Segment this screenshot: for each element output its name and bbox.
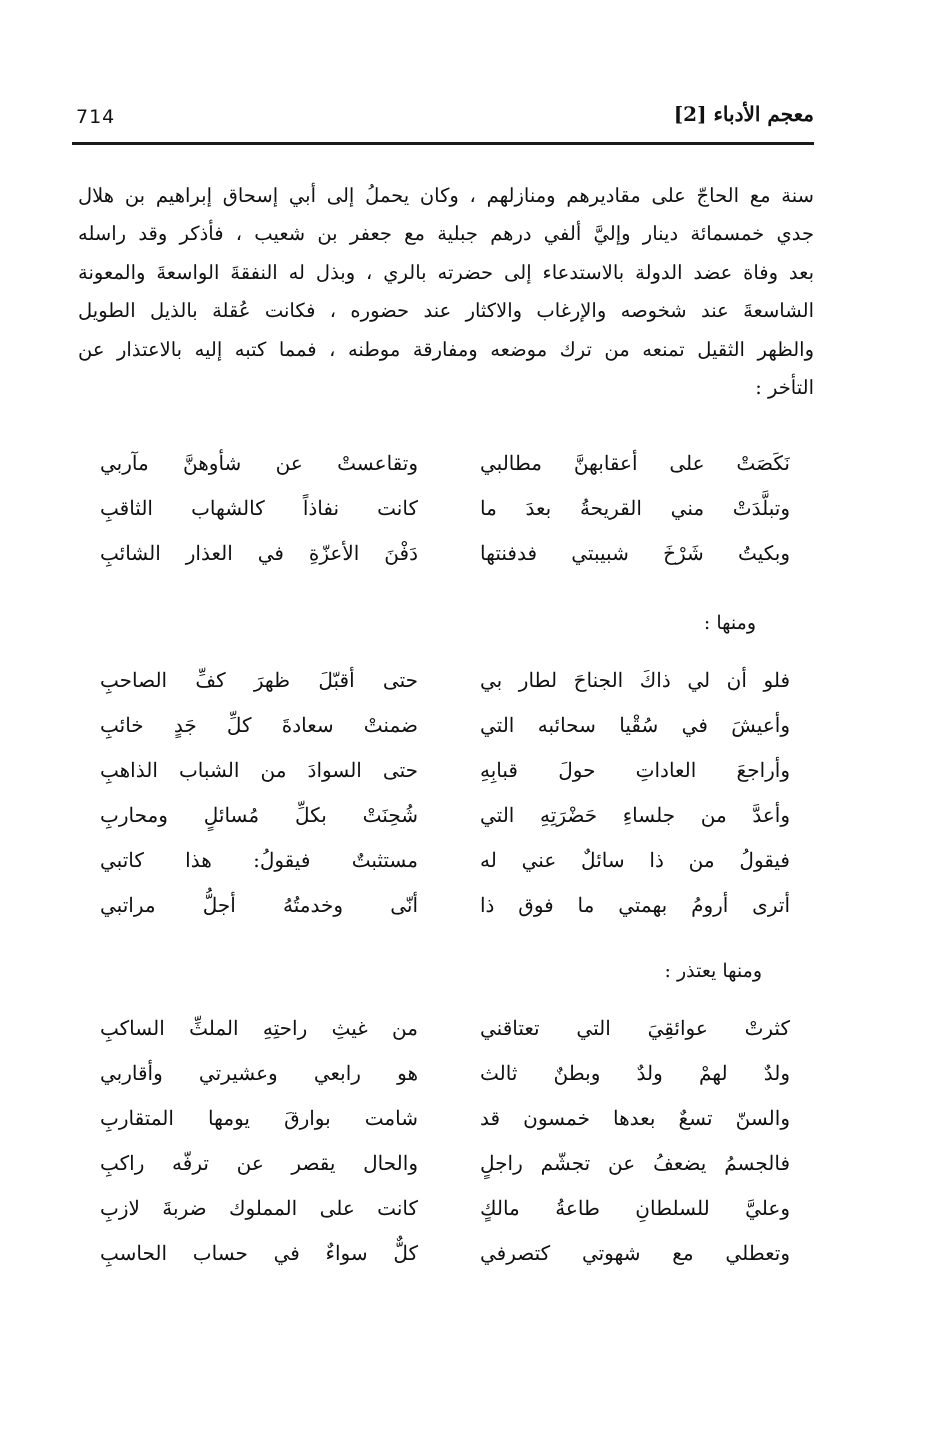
verse-line: [100, 840, 790, 885]
verse-second-hemistich: ضمنتْ سعادةَ كلِّ جَدٍ خائبِ: [100, 713, 418, 737]
verse-first-hemistich: وتعطلي مع شهوتي كتصرفي: [480, 1241, 790, 1265]
verse-first-hemistich: وأعيشَ في سُقْيا سحائبه التي: [480, 713, 790, 737]
verse-second-hemistich: هو رابعي وعشيرتي وأقاربي: [100, 1061, 418, 1085]
prose-paragraph: [78, 177, 814, 407]
verse-line: [100, 488, 790, 533]
verse-line: [100, 1008, 790, 1053]
verse-second-hemistich: شُحِنَتْ بكلِّ مُسائلٍ ومحاربِ: [100, 803, 418, 827]
verse-second-hemistich: حتى السوادَ من الشباب الذاهبِ: [100, 758, 418, 782]
poem-block-3: [100, 1008, 790, 1278]
poem-block-1: [100, 443, 790, 578]
verse-second-hemistich: شامت بوارقَ يومها المتقاربِ: [100, 1106, 418, 1130]
verse-second-hemistich: أنّى وخدمتُهُ أجلُّ مراتبي: [100, 893, 418, 917]
verse-first-hemistich: فلو أن لي ذاكَ الجناحَ لطار بي: [480, 668, 790, 692]
verse-line: [100, 1053, 790, 1098]
verse-second-hemistich: وتقاعستْ عن شأوهنَّ مآربي: [100, 451, 418, 475]
verse-first-hemistich: وأعدَّ من جلساءِ حَضْرَتِهِ التي: [480, 803, 790, 827]
verse-line: [100, 533, 790, 578]
verse-second-hemistich: حتى أقبّلَ ظهرَ كفِّ الصاحبِ: [100, 668, 418, 692]
running-title: معجم الأدباء [2]: [673, 102, 814, 126]
verse-line: [100, 705, 790, 750]
verse-line: [100, 1188, 790, 1233]
verse-first-hemistich: ولدٌ لهمْ ولدٌ وبطنٌ ثالث: [480, 1061, 790, 1085]
prose-line: بعد وفاة عضد الدولة بالاستدعاء إلى حضرته بالري ، وبذل له النفقةَ الواسعةَ والمعونة: [78, 260, 814, 284]
verse-second-hemistich: كلٌّ سواءٌ في حساب الحاسبِ: [100, 1241, 418, 1265]
poem-block-2: [100, 660, 790, 930]
verse-first-hemistich: أترى أرومُ بهمتي ما فوق ذا: [480, 893, 790, 917]
verse-line: [100, 885, 790, 930]
verse-first-hemistich: فيقولُ من ذا سائلٌ عني له: [480, 848, 790, 872]
verse-first-hemistich: فالجسمُ يضعفُ عن تجشّم راجلٍ: [480, 1151, 790, 1175]
verse-second-hemistich: دَفْنَ الأعزّةِ في العذار الشائبِ: [100, 541, 418, 565]
section-lead: ومنها يعتذر :: [664, 960, 762, 982]
prose-line: سنة مع الحاجّ على مقاديرهم ومنازلهم ، وكان يحملُ إلى أبي إسحاق إبراهيم بن هلال: [78, 184, 814, 207]
verse-line: [100, 1233, 790, 1278]
verse-second-hemistich: والحال يقصر عن ترفّه راكبِ: [100, 1151, 418, 1175]
verse-second-hemistich: كانت على المملوك ضربةَ لازبِ: [100, 1196, 418, 1220]
verse-line: [100, 795, 790, 840]
prose-line: والظهر الثقيل تمنعه من ترك موضعه ومفارقة موطنه ، فمما كتبه إليه بالاعتذار عن: [78, 337, 814, 361]
verse-second-hemistich: من غيثِ راحتِهِ الملثِّ الساكبِ: [100, 1016, 418, 1040]
page-header: [72, 100, 814, 145]
verse-second-hemistich: كانت نفاذاً كالشهاب الثاقبِ: [100, 496, 418, 520]
verse-line: [100, 1098, 790, 1143]
page-number: 714: [76, 106, 116, 128]
verse-first-hemistich: والسنّ تسعٌ بعدها خمسون قد: [480, 1106, 790, 1130]
verse-second-hemistich: مستثبتٌ فيقولُ: هذا كاتبي: [100, 848, 418, 872]
verse-first-hemistich: نَكَصَتْ على أعقابهنَّ مطالبي: [480, 451, 790, 475]
verse-line: [100, 660, 790, 705]
prose-line: جدي خمسمائة دينار وإليَّ ألفي درهم جبلية مع جعفر بن شعيب ، فأذكر وقد راسله: [78, 222, 814, 246]
verse-first-hemistich: وتبلَّدَتْ مني القريحةُ بعدَ ما: [480, 496, 790, 520]
verse-line: [100, 443, 790, 488]
prose-line: التأخر :: [755, 375, 814, 399]
verse-first-hemistich: وبكيتُ شَرْخَ شبيبتي فدفنتها: [480, 541, 790, 565]
prose-line: الشاسعةَ عند شخوصه والإرغاب والاكثار عند حضوره ، فكانت عُقلة بالذيل الطويل: [78, 299, 814, 323]
section-lead: ومنها :: [703, 612, 756, 634]
verse-line: [100, 750, 790, 795]
verse-first-hemistich: وعليَّ للسلطانِ طاعةُ مالكٍ: [480, 1196, 790, 1220]
verse-first-hemistich: كثرتْ عوائقِيَ التي تعتاقني: [480, 1016, 790, 1040]
verse-first-hemistich: وأراجعَ العاداتِ حولَ قبابِهِ: [480, 758, 790, 782]
verse-line: [100, 1143, 790, 1188]
